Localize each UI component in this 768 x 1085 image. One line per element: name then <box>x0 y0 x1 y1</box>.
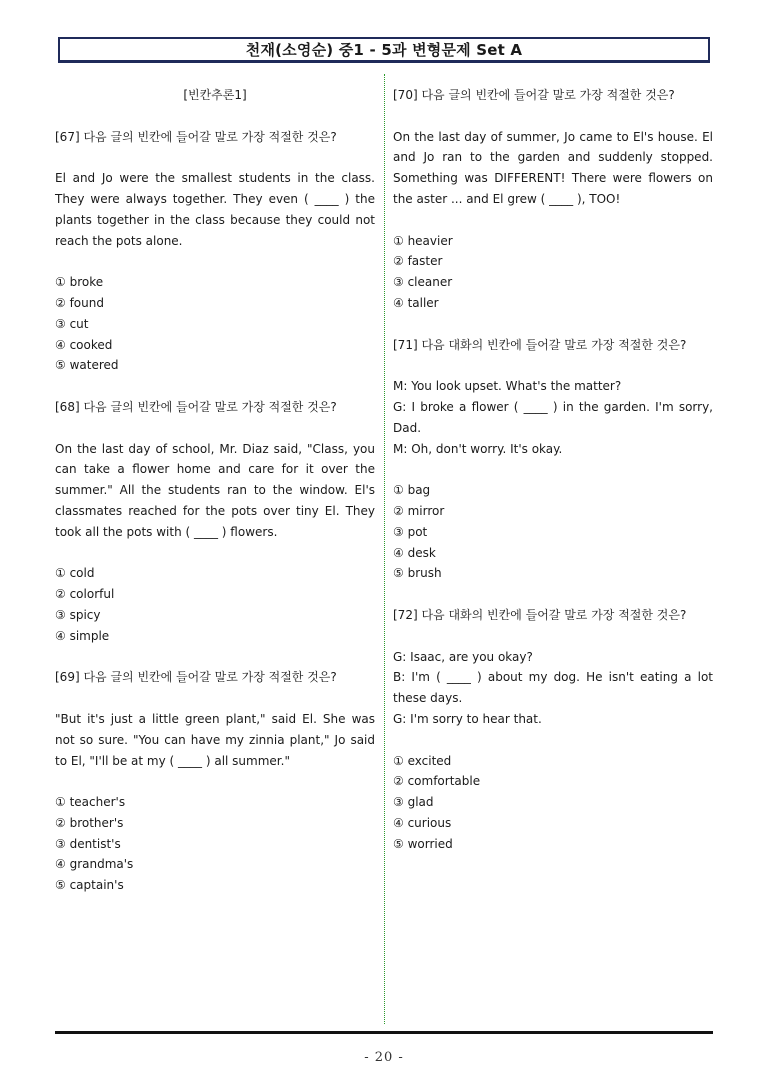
question-dialogue <box>393 376 713 459</box>
option-list <box>393 751 713 855</box>
question-72 <box>393 605 713 855</box>
option-item: ⑤ watered <box>55 358 119 373</box>
question-passage: On the last day of school, Mr. Diaz said, "Class, you can take a flower home and care for it over the summer." All the students ran to the window. El's classmates reached for the pots over tiny El. They took all the pots with ( ____ ) flowers. <box>55 441 375 539</box>
option-item: ④ cooked <box>55 337 113 352</box>
dialogue-line: G: I'm sorry to hear that. <box>393 711 542 726</box>
option-item: ③ cleaner <box>393 275 453 290</box>
option-item: ① teacher's <box>55 795 126 810</box>
question-title: [71] 다음 대화의 빈칸에 들어갈 말로 가장 적절한 것은? <box>393 337 687 352</box>
option-list <box>393 231 713 314</box>
question-title: [70] 다음 글의 빈칸에 들어갈 말로 가장 적절한 것은? <box>393 88 675 102</box>
page-title: 천재(소영순) 중1 - 5과 변형문제 Set A <box>245 41 523 59</box>
question-67 <box>55 127 375 377</box>
question-70 <box>393 85 713 314</box>
option-item: ② mirror <box>393 503 445 518</box>
page-number: - 20 - <box>364 1050 404 1065</box>
option-item: ② brother's <box>55 815 124 830</box>
option-item: ④ desk <box>393 545 436 560</box>
question-69 <box>55 667 375 896</box>
option-item: ① cold <box>55 566 95 581</box>
question-title: [69] 다음 글의 빈칸에 들어갈 말로 가장 적절한 것은? <box>55 670 337 685</box>
option-item: ④ grandma's <box>55 857 134 872</box>
section-label: [빈칸추론1] <box>183 88 247 102</box>
option-item: ① heavier <box>393 233 453 248</box>
option-item: ② colorful <box>55 587 115 602</box>
dialogue-line: G: I broke a flower ( ____ ) in the garden. I'm sorry, Dad. <box>393 399 713 435</box>
question-68 <box>55 397 375 647</box>
option-item: ① broke <box>55 275 104 290</box>
option-item: ① excited <box>393 753 452 768</box>
option-item: ② faster <box>393 254 443 269</box>
header-box <box>58 37 710 63</box>
dialogue-line: M: You look upset. What's the matter? <box>393 379 622 394</box>
question-title: [68] 다음 글의 빈칸에 들어갈 말로 가장 적절한 것은? <box>55 399 337 414</box>
column-divider <box>384 74 385 1024</box>
option-item: ② found <box>55 295 104 310</box>
option-item: ③ spicy <box>55 607 101 622</box>
footer-rule <box>55 1031 713 1034</box>
option-list <box>393 480 713 584</box>
question-passage: El and Jo were the smallest students in the class. They were always together. They even ( ____ ) the plants together in the class because they could not reach the pots alone. <box>55 171 375 248</box>
right-column <box>393 85 713 875</box>
left-column <box>55 85 375 917</box>
question-passage: "But it's just a little green plant," said El. She was not so sure. "You can have my zinnia plant," Jo said to El, "I'll be at my ( ____ ) all summer." <box>55 711 375 768</box>
question-passage: On the last day of summer, Jo came to El's house. El and Jo ran to the garden and suddenly stopped. Something was DIFFERENT! There were flowers on the aster ... and El grew ( ____ ), TOO! <box>393 129 713 206</box>
option-item: ⑤ worried <box>393 836 453 851</box>
option-item: ② comfortable <box>393 774 481 789</box>
option-item: ⑤ captain's <box>55 878 124 893</box>
question-title: [72] 다음 대화의 빈칸에 들어갈 말로 가장 적절한 것은? <box>393 607 687 622</box>
question-dialogue <box>393 647 713 730</box>
option-item: ⑤ brush <box>393 566 442 581</box>
question-71 <box>393 335 713 585</box>
dialogue-line: G: Isaac, are you okay? <box>393 649 533 664</box>
option-item: ④ simple <box>55 628 110 643</box>
option-list <box>55 272 375 376</box>
option-item: ① bag <box>393 483 431 498</box>
question-title: [67] 다음 글의 빈칸에 들어갈 말로 가장 적절한 것은? <box>55 129 337 144</box>
option-item: ③ dentist's <box>55 836 121 851</box>
option-item: ③ pot <box>393 524 428 539</box>
option-item: ③ cut <box>55 316 89 331</box>
dialogue-line: M: Oh, don't worry. It's okay. <box>393 441 563 456</box>
option-item: ③ glad <box>393 795 434 810</box>
option-list <box>55 792 375 896</box>
dialogue-line: B: I'm ( ____ ) about my dog. He isn't eating a lot these days. <box>393 670 713 706</box>
option-list <box>55 563 375 646</box>
option-item: ④ curious <box>393 815 452 830</box>
option-item: ④ taller <box>393 295 439 310</box>
